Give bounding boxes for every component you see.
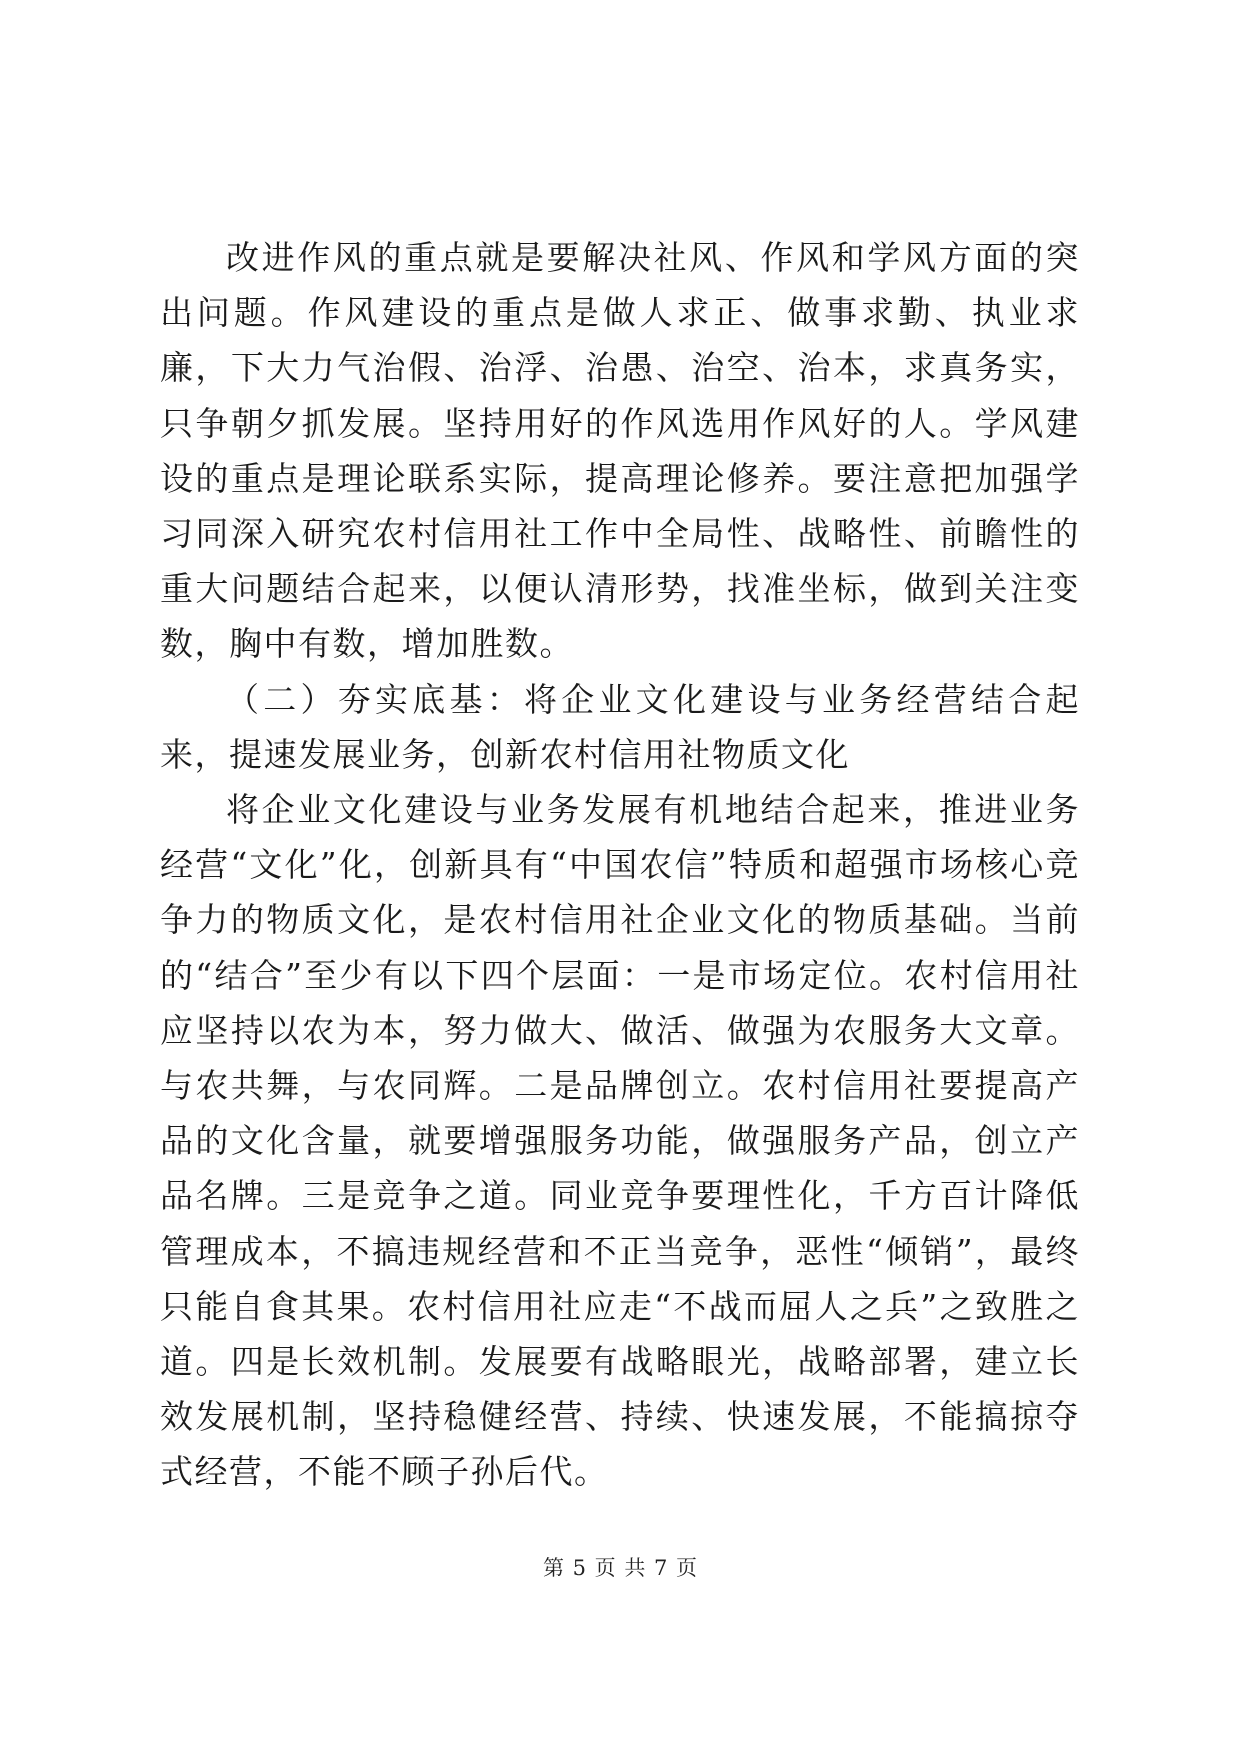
section-heading-two: （二）夯实底基：将企业文化建设与业务经营结合起来，提速发展业务，创新农村信用社物质文化 xyxy=(160,679,1080,774)
paragraph-work-style: 改进作风的重点就是要解决社风、作风和学风方面的突出问题。作风建设的重点是做人求正、做事求勤、执业求廉，下大力气治假、治浮、治愚、治空、治本，求真务实，只争朝夕抓发展。坚持用好的作风选用作风好的人。学风建设的重点是理论联系实际，提高理论修养。要注意把加强学习同深入研究农村信用社工作中全局性、战略性、前瞻性的重大问题结合起来，以便认清形势，找准坐标，做到关注变数，胸中有数，增加胜数。 xyxy=(160,238,1080,664)
paragraph-material-culture: 将企业文化建设与业务发展有机地结合起来，推进业务经营“文化”化，创新具有“中国农信”特质和超强市场核心竞争力的物质文化，是农村信用社企业文化的物质基础。当前的“结合”至少有以下四个层面：一是市场定位。农村信用社应坚持以农为本，努力做大、做活、做强为农服务大文章。与农共舞，与农同辉。二是品牌创立。农村信用社要提高产品的文化含量，就要增强服务功能，做强服务产品，创立产品名牌。三是竞争之道。同业竞争要理性化，千方百计降低管理成本，不搞违规经营和不正当竞争，恶性“倾销”，最终只能自食其果。农村信用社应走“不战而屈人之兵”之致胜之道。四是长效机制。发展要有战略眼光，战略部署，建立长效发展机制，坚持稳健经营、持续、快速发展，不能搞掠夺式经营，不能不顾子孙后代。 xyxy=(160,790,1080,1492)
page-number-footer: 第 5 页 共 7 页 xyxy=(542,1556,699,1580)
document-body xyxy=(160,230,1080,1500)
